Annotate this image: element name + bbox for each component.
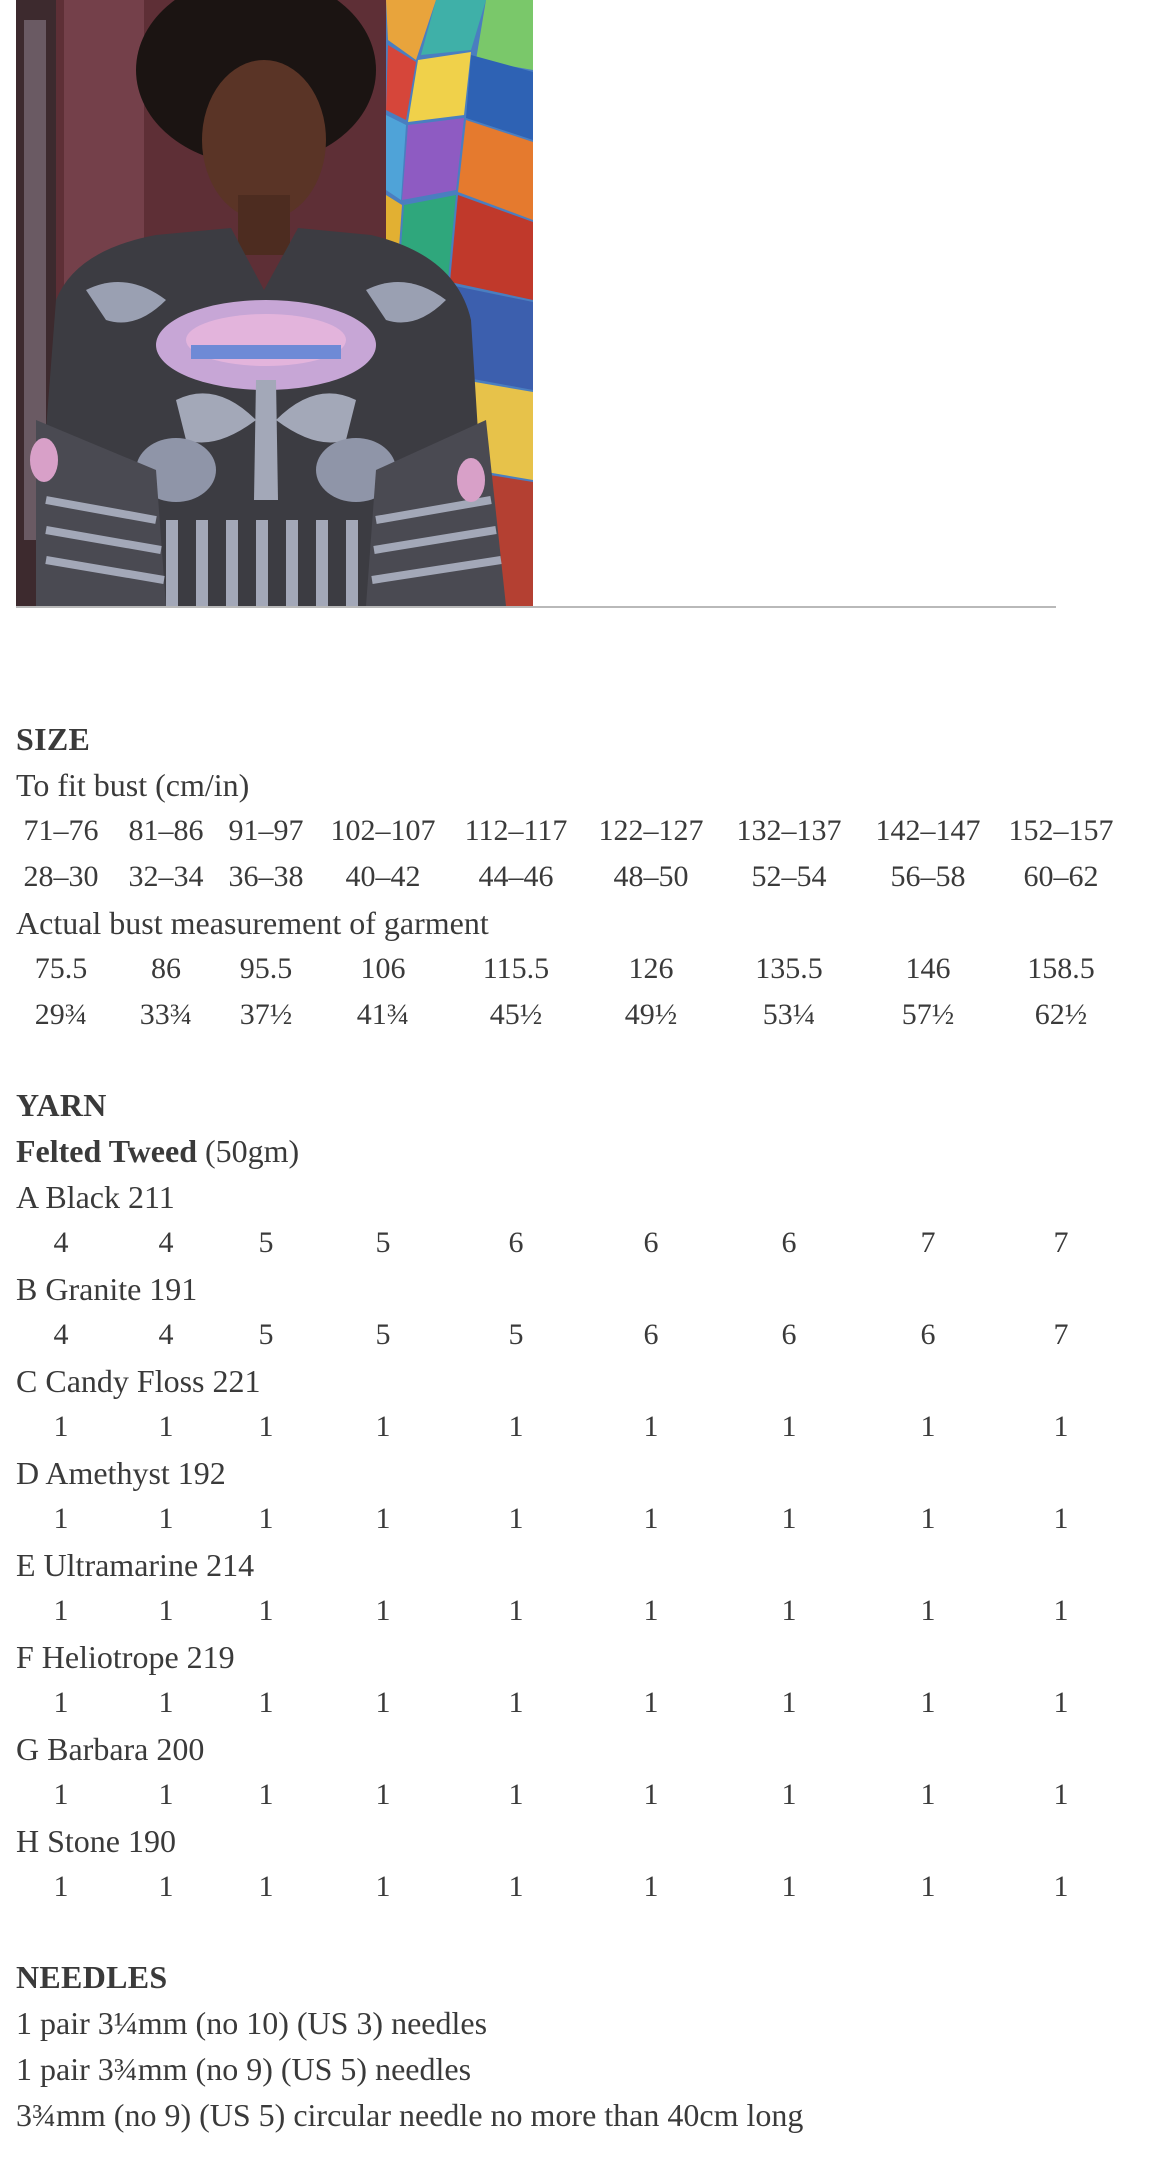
size-cell: 37½ xyxy=(239,998,293,1031)
quantity-cell: 1 xyxy=(258,1778,274,1811)
quantity-cell: 1 xyxy=(508,1594,524,1627)
quantity-cell: 1 xyxy=(920,1594,936,1627)
quantity-cell: 1 xyxy=(158,1502,174,1535)
fit-bust-cm-row xyxy=(16,808,1146,854)
quantity-cell: 1 xyxy=(781,1870,797,1903)
yarn-shade-quantity-row xyxy=(16,1496,1146,1542)
size-cell: 36–38 xyxy=(228,860,304,893)
yarn-shade-label: B Granite 191 xyxy=(16,1271,198,1307)
size-cell: 75.5 xyxy=(34,952,88,985)
quantity-cell: 1 xyxy=(920,1870,936,1903)
size-cell: 57½ xyxy=(901,998,955,1031)
yarn-shade-quantity-row xyxy=(16,1772,1146,1818)
quantity-cell: 1 xyxy=(53,1502,69,1535)
size-cell: 91–97 xyxy=(228,814,304,847)
quantity-cell: 5 xyxy=(375,1318,391,1351)
size-cell: 32–34 xyxy=(128,860,204,893)
size-cell: 132–137 xyxy=(736,814,842,847)
actual-bust-label: Actual bust measurement of garment xyxy=(16,905,489,941)
quantity-cell: 7 xyxy=(1053,1318,1069,1351)
quantity-cell: 1 xyxy=(643,1502,659,1535)
yarn-shade-label: A Black 211 xyxy=(16,1179,175,1215)
actual-bust-cm-row xyxy=(16,946,1146,992)
quantity-cell: 6 xyxy=(643,1226,659,1259)
sweater-photo-illustration xyxy=(16,0,533,606)
quantity-cell: 1 xyxy=(158,1686,174,1719)
quantity-cell: 1 xyxy=(258,1870,274,1903)
quantity-cell: 1 xyxy=(508,1870,524,1903)
yarn-shade-label: C Candy Floss 221 xyxy=(16,1363,261,1399)
yarn-shade-label: F Heliotrope 219 xyxy=(16,1639,235,1675)
quantity-cell: 1 xyxy=(781,1594,797,1627)
size-cell: 53¼ xyxy=(762,998,816,1031)
size-cell: 33¾ xyxy=(139,998,193,1031)
yarn-shade-label: G Barbara 200 xyxy=(16,1731,205,1767)
size-cell: 41¾ xyxy=(356,998,410,1031)
size-cell: 158.5 xyxy=(1027,952,1095,985)
quantity-cell: 1 xyxy=(375,1594,391,1627)
quantity-cell: 1 xyxy=(375,1410,391,1443)
quantity-cell: 1 xyxy=(643,1686,659,1719)
quantity-cell: 1 xyxy=(158,1410,174,1443)
size-cell: 52–54 xyxy=(751,860,827,893)
size-cell: 71–76 xyxy=(23,814,99,847)
quantity-cell: 1 xyxy=(53,1870,69,1903)
size-cell: 44–46 xyxy=(478,860,554,893)
size-cell: 60–62 xyxy=(1023,860,1099,893)
quantity-cell: 1 xyxy=(920,1686,936,1719)
size-cell: 115.5 xyxy=(482,952,550,985)
quantity-cell: 1 xyxy=(1053,1778,1069,1811)
quantity-cell: 1 xyxy=(1053,1502,1069,1535)
yarn-weight: (50gm) xyxy=(197,1133,300,1169)
quantity-cell: 1 xyxy=(53,1594,69,1627)
quantity-cell: 1 xyxy=(781,1502,797,1535)
quantity-cell: 1 xyxy=(375,1686,391,1719)
needles-heading: NEEDLES xyxy=(16,1959,168,1995)
size-cell: 122–127 xyxy=(598,814,704,847)
size-cell: 106 xyxy=(360,952,406,985)
quantity-cell: 1 xyxy=(258,1594,274,1627)
quantity-cell: 1 xyxy=(781,1410,797,1443)
model-photo xyxy=(16,0,533,606)
quantity-cell: 5 xyxy=(508,1318,524,1351)
quantity-cell: 5 xyxy=(258,1226,274,1259)
yarn-shade-quantity-row xyxy=(16,1404,1146,1450)
quantity-cell: 6 xyxy=(508,1226,524,1259)
quantity-cell: 1 xyxy=(1053,1686,1069,1719)
size-cell: 135.5 xyxy=(755,952,823,985)
fit-bust-in-row xyxy=(16,854,1146,900)
quantity-cell: 1 xyxy=(1053,1870,1069,1903)
quantity-cell: 1 xyxy=(158,1594,174,1627)
quantity-cell: 1 xyxy=(508,1686,524,1719)
yarn-shade-quantity-row xyxy=(16,1588,1146,1634)
quantity-cell: 1 xyxy=(158,1870,174,1903)
quantity-cell: 1 xyxy=(781,1686,797,1719)
quantity-cell: 1 xyxy=(258,1410,274,1443)
yarn-shade-label: E Ultramarine 214 xyxy=(16,1547,255,1583)
quantity-cell: 1 xyxy=(508,1410,524,1443)
actual-bust-in-row xyxy=(16,992,1146,1038)
size-cell: 45½ xyxy=(489,998,543,1031)
size-cell: 62½ xyxy=(1034,998,1088,1031)
yarn-shade-quantity-row xyxy=(16,1220,1146,1266)
section-gap xyxy=(16,1038,1146,1082)
yarn-heading: YARN xyxy=(16,1087,107,1123)
quantity-cell: 6 xyxy=(643,1318,659,1351)
quantity-cell: 1 xyxy=(643,1870,659,1903)
quantity-cell: 1 xyxy=(53,1778,69,1811)
size-cell: 112–117 xyxy=(464,814,568,847)
yarn-shade-label: D Amethyst 192 xyxy=(16,1455,226,1491)
size-cell: 152–157 xyxy=(1008,814,1114,847)
needle-item: 3¾mm (no 9) (US 5) circular needle no more than 40cm long xyxy=(16,2097,804,2133)
quantity-cell: 1 xyxy=(158,1778,174,1811)
quantity-cell: 1 xyxy=(643,1594,659,1627)
quantity-cell: 1 xyxy=(643,1410,659,1443)
yarn-shade-label: H Stone 190 xyxy=(16,1823,176,1859)
quantity-cell: 5 xyxy=(258,1318,274,1351)
quantity-cell: 1 xyxy=(508,1778,524,1811)
quantity-cell: 1 xyxy=(53,1410,69,1443)
quantity-cell: 4 xyxy=(53,1318,69,1351)
quantity-cell: 1 xyxy=(920,1410,936,1443)
quantity-cell: 7 xyxy=(920,1226,936,1259)
size-cell: 49½ xyxy=(624,998,678,1031)
size-cell: 142–147 xyxy=(875,814,981,847)
quantity-cell: 1 xyxy=(53,1686,69,1719)
needle-item: 1 pair 3¼mm (no 10) (US 3) needles xyxy=(16,2005,488,2041)
yarn-shade-quantity-row xyxy=(16,1680,1146,1726)
size-cell: 48–50 xyxy=(613,860,689,893)
size-cell: 28–30 xyxy=(23,860,99,893)
size-cell: 56–58 xyxy=(890,860,966,893)
quantity-cell: 1 xyxy=(920,1778,936,1811)
yarn-name-line xyxy=(16,1128,1146,1174)
quantity-cell: 4 xyxy=(158,1318,174,1351)
quantity-cell: 1 xyxy=(643,1778,659,1811)
quantity-cell: 1 xyxy=(375,1870,391,1903)
quantity-cell: 6 xyxy=(781,1226,797,1259)
size-cell: 95.5 xyxy=(239,952,293,985)
photo-divider xyxy=(16,606,1056,608)
quantity-cell: 1 xyxy=(258,1502,274,1535)
quantity-cell: 1 xyxy=(375,1778,391,1811)
size-cell: 146 xyxy=(905,952,951,985)
fit-bust-label: To fit bust (cm/in) xyxy=(16,767,250,803)
quantity-cell: 1 xyxy=(1053,1594,1069,1627)
size-cell: 40–42 xyxy=(345,860,421,893)
quantity-cell: 1 xyxy=(258,1686,274,1719)
size-cell: 81–86 xyxy=(128,814,204,847)
needle-item: 1 pair 3¾mm (no 9) (US 5) needles xyxy=(16,2051,472,2087)
yarn-name: Felted Tweed xyxy=(16,1133,197,1169)
quantity-cell: 1 xyxy=(1053,1410,1069,1443)
quantity-cell: 1 xyxy=(375,1502,391,1535)
quantity-cell: 1 xyxy=(920,1502,936,1535)
yarn-shades-list xyxy=(16,1174,1146,1910)
pattern-details xyxy=(16,716,1146,2138)
quantity-cell: 4 xyxy=(53,1226,69,1259)
size-cell: 102–107 xyxy=(330,814,436,847)
size-cell: 29¾ xyxy=(34,998,88,1031)
yarn-shade-quantity-row xyxy=(16,1864,1146,1910)
quantity-cell: 1 xyxy=(508,1502,524,1535)
size-cell: 86 xyxy=(151,952,181,985)
quantity-cell: 1 xyxy=(781,1778,797,1811)
size-heading: SIZE xyxy=(16,721,91,757)
yarn-shade-quantity-row xyxy=(16,1312,1146,1358)
quantity-cell: 7 xyxy=(1053,1226,1069,1259)
section-gap xyxy=(16,1910,1146,1954)
size-cell: 126 xyxy=(628,952,674,985)
quantity-cell: 4 xyxy=(158,1226,174,1259)
quantity-cell: 6 xyxy=(781,1318,797,1351)
quantity-cell: 6 xyxy=(920,1318,936,1351)
quantity-cell: 5 xyxy=(375,1226,391,1259)
